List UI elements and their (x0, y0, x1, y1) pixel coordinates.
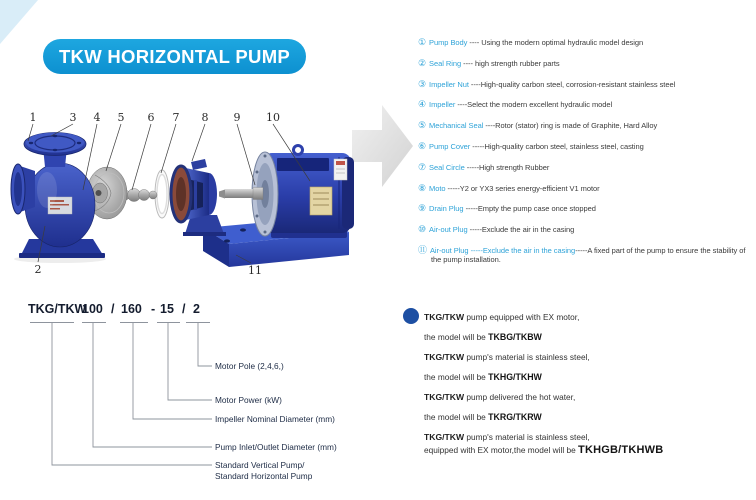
model-code-string (28, 302, 200, 316)
callout-8: 8 (201, 111, 209, 124)
item-number-badge: ② (418, 57, 427, 68)
callout-6: 6 (147, 111, 155, 124)
label-standard-1: Standard Vertical Pump/ (215, 460, 305, 470)
note-line: the model will be TKHG/TKHW (424, 372, 542, 382)
item-number-badge: ⑪ (418, 244, 427, 255)
callout-3: 3 (69, 111, 77, 124)
part-name: Impeller (429, 100, 456, 110)
item-number-badge: ⑥ (418, 140, 427, 151)
item-number-badge: ④ (418, 99, 427, 110)
note-line: the model will be TKBG/TKBW (424, 332, 542, 342)
part-name: Moto (429, 183, 446, 193)
callout-7: 7 (172, 111, 180, 124)
callout-5: 5 (117, 111, 125, 124)
parts-list-item (418, 163, 754, 173)
part-name: Pump Body (429, 38, 468, 47)
label-standard-2: Standard Horizontal Pump (215, 471, 313, 481)
parts-list-item (418, 225, 754, 235)
model-inlet: 100 (82, 302, 103, 316)
item-number-badge: ① (418, 37, 427, 47)
parts-list-item (418, 246, 754, 265)
part-desc: ----High-quality carbon steel, corrosion-resistant stainless steel (468, 79, 676, 89)
model-impeller: 160 (121, 302, 142, 316)
pump-cover-bracket (171, 159, 226, 236)
parts-list-item (418, 184, 754, 194)
part-desc: -----High strength Rubber (464, 162, 550, 172)
part-name: Mechanical Seal (429, 121, 484, 131)
motor-shaft (219, 188, 263, 200)
part-desc: -----A fixed part of the pump to ensure the stability of the pump installation. (431, 245, 746, 265)
model-pole: 2 (193, 302, 200, 316)
parts-list-item (418, 38, 754, 48)
note-line: TKG/TKW pump equipped with EX motor, (424, 312, 580, 322)
callout-1: 1 (29, 111, 37, 124)
seal-circle-gasket (155, 170, 169, 218)
callout-2: 2 (34, 263, 42, 276)
part-desc: -----High-quality carbon steel, stainless steel, casting (470, 141, 644, 151)
part-desc: -----Empty the pump case once stopped (463, 204, 596, 214)
note-line: equipped with EX motor,the model will be TKHGB/TKHWB (424, 444, 664, 456)
page-title-banner (43, 39, 306, 74)
note-line: TKG/TKW pump delivered the hot water, (424, 392, 576, 402)
parts-list-item (418, 59, 754, 69)
item-number-badge: ③ (418, 78, 427, 89)
part-name: Pump Cover (429, 141, 471, 151)
item-number-badge: ⑨ (418, 203, 427, 214)
model-hyphen: - (151, 302, 156, 316)
model-code-labels (215, 361, 337, 481)
item-number-badge: ⑤ (418, 120, 427, 131)
model-power: 15 (160, 302, 174, 316)
motor (252, 146, 354, 239)
model-slash2: / (182, 302, 186, 316)
callout-4: 4 (93, 111, 101, 124)
right-arrow-icon (352, 105, 413, 187)
callout-10: 10 (266, 111, 280, 124)
label-impeller-diam: Impeller Nominal Diameter (mm) (215, 414, 335, 424)
item-number-badge: ⑧ (418, 182, 427, 193)
label-motor-pole: Motor Pole (2,4,6,) (215, 361, 284, 371)
note-line: TKG/TKW pump's material is stainless steel, (424, 352, 590, 362)
exploded-pump-diagram (5, 95, 425, 310)
parts-list (418, 38, 754, 276)
label-motor-power: Motor Power (kW) (215, 395, 282, 405)
callout-11: 11 (248, 264, 262, 277)
model-code-diagram (20, 295, 365, 495)
part-desc: ----Select the modern excellent hydraulic model (455, 100, 613, 110)
page-title: TKW HORIZONTAL PUMP (58, 45, 291, 67)
callout-9: 9 (233, 111, 241, 124)
part-desc: ---- Using the modern optimal hydraulic model design (467, 38, 644, 47)
bullet-dot-icon (403, 308, 419, 324)
parts-list-item (418, 142, 754, 152)
item-number-badge: ⑩ (418, 224, 427, 235)
pump-casing (11, 133, 106, 264)
model-series: TKG/TKW (28, 302, 87, 316)
model-notes (424, 312, 756, 465)
part-name: Air-out Plug (429, 245, 469, 255)
part-name: Seal Ring (429, 58, 462, 68)
note-line: the model will be TKRG/TKRW (424, 412, 542, 422)
part-desc: ---- high strength rubber parts (461, 58, 560, 68)
parts-list-item (418, 100, 754, 110)
note-line: TKG/TKW pump's material is stainless steel, (424, 432, 590, 442)
part-name: Seal Circle (429, 162, 465, 172)
parts-list-item (418, 204, 754, 214)
part-name: Drain Plug (429, 204, 464, 214)
model-slash1: / (111, 302, 115, 316)
part-desc: -----Exclude the air in the casing (467, 225, 575, 235)
corner-accent (0, 0, 38, 44)
parts-list-item (418, 121, 754, 131)
label-inlet-diam: Pump Inlet/Outlet Diameter (mm) (215, 442, 337, 452)
item-number-badge: ⑦ (418, 161, 427, 172)
parts-list-item (418, 80, 754, 90)
part-name: Impeller Nut (429, 79, 469, 89)
part-name: Air-out Plug (429, 225, 468, 235)
part-desc: ----Rotor (stator) ring is made of Graphite, Hard Alloy (483, 121, 658, 131)
part-desc: -----Y2 or YX3 series energy-efficient V1 motor (445, 183, 600, 193)
part-desc-blue: -----Exclude the air in the casing (468, 245, 576, 255)
model-code-lines (30, 323, 212, 466)
